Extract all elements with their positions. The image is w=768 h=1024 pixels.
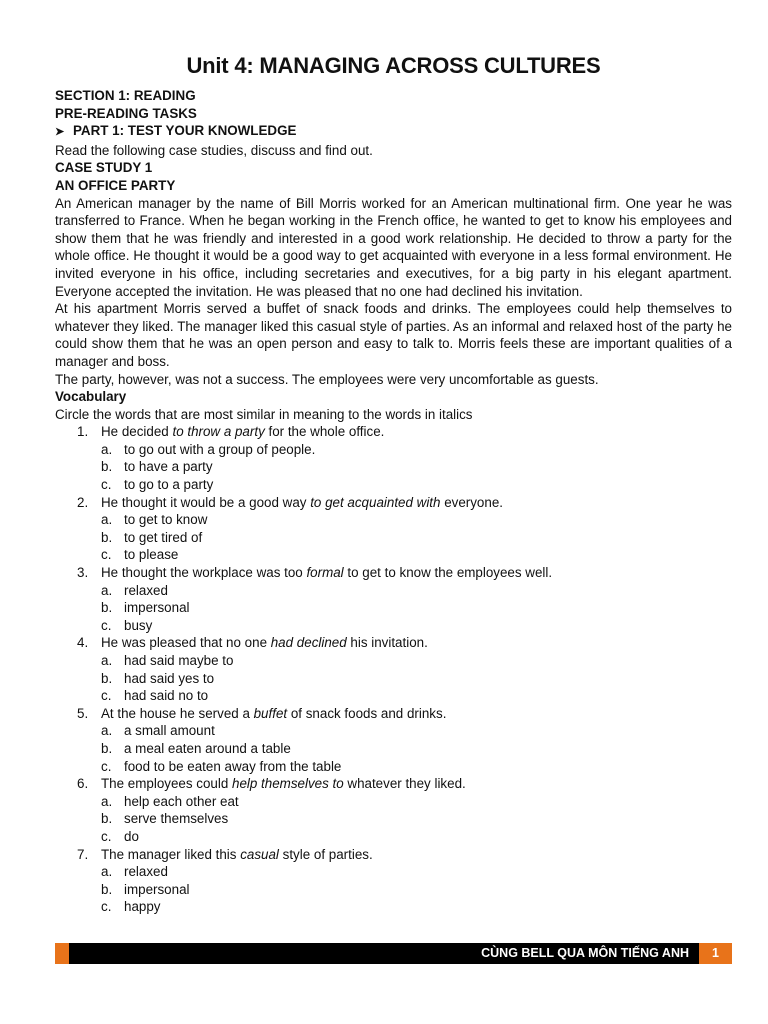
option-text: to get tired of [124, 529, 203, 545]
question-text-post: style of parties. [278, 846, 373, 862]
footer-accent-bar [55, 943, 69, 964]
answer-option[interactable] [101, 758, 732, 776]
question-text [101, 565, 552, 580]
option-letter: c. [101, 547, 112, 563]
option-letter: b. [101, 529, 113, 545]
answer-option[interactable] [101, 529, 732, 547]
question-text-post: for the whole office. [264, 424, 385, 440]
question-italic-term: help themselves to [232, 776, 344, 792]
question-number: 5. [77, 705, 89, 721]
question-text-post: to get to know the employees well. [343, 565, 553, 581]
question-text-pre: The manager liked this [101, 846, 241, 862]
answer-option[interactable] [101, 810, 732, 828]
question-text-post: whatever they liked. [343, 776, 466, 792]
question-italic-term: formal [306, 565, 344, 581]
answer-option[interactable] [101, 670, 732, 688]
question-item [55, 494, 732, 564]
question-item [55, 634, 732, 704]
option-letter: b. [101, 881, 113, 897]
question-text-pre: The employees could [101, 776, 233, 792]
arrow-bullet-icon: ➤ [55, 126, 65, 139]
answer-option[interactable] [101, 511, 732, 529]
option-list [101, 863, 732, 916]
answer-option[interactable] [101, 599, 732, 617]
page-title: Unit 4: MANAGING ACROSS CULTURES [186, 53, 601, 78]
option-list [101, 511, 732, 564]
option-text: busy [124, 617, 153, 633]
option-text: impersonal [124, 600, 190, 616]
question-number: 4. [77, 635, 89, 651]
question-text-post: his invitation. [346, 635, 428, 651]
answer-option[interactable] [101, 881, 732, 899]
answer-option[interactable] [101, 687, 732, 705]
question-text-pre: At the house he served a [101, 705, 254, 721]
option-letter: c. [101, 899, 112, 915]
answer-option[interactable] [101, 740, 732, 758]
question-list [55, 423, 732, 916]
option-text: to go out with a group of people. [124, 441, 316, 457]
option-letter: a. [101, 723, 113, 739]
question-text [101, 495, 503, 510]
paragraph: An American manager by the name of Bill Morris worked for an American multinational firm. One year he was transferred to France. When he began working in the French office, he wanted to get to know his employees and show them that he was friendly and interested in a good work relationship. He decided to throw a party for the whole office. He thought it would be a good way to get acquainted with everyone in a less formal environment. He invited everyone in his office, including secretaries and executives, for a big party in his elegant apartment. Everyone accepted the invitation. He was pleased that no one had declined his invitation. [55, 195, 732, 299]
question-number: 1. [77, 424, 89, 440]
question-text-pre: He decided [101, 424, 173, 440]
option-list [101, 582, 732, 635]
answer-option[interactable] [101, 652, 732, 670]
page-footer [55, 943, 732, 964]
option-letter: a. [101, 582, 113, 598]
option-text: had said no to [124, 688, 209, 704]
question-text [101, 635, 428, 650]
question-text-pre: He was pleased that no one [101, 635, 271, 651]
question-italic-term: casual [240, 846, 279, 862]
option-list [101, 652, 732, 705]
option-text: a small amount [124, 723, 215, 739]
option-text: to please [124, 547, 179, 563]
vocabulary-heading: Vocabulary [55, 389, 127, 405]
option-letter: b. [101, 811, 113, 827]
answer-option[interactable] [101, 476, 732, 494]
question-text [101, 424, 384, 439]
question-number: 6. [77, 776, 89, 792]
option-letter: a. [101, 441, 113, 457]
answer-option[interactable] [101, 793, 732, 811]
part-heading-label: PART 1: TEST YOUR KNOWLEDGE [73, 123, 297, 139]
question-item [55, 423, 732, 493]
question-italic-term: to get acquainted with [310, 494, 441, 510]
option-text: happy [124, 899, 161, 915]
option-letter: b. [101, 600, 113, 616]
vocabulary-instruction: Circle the words that are most similar in meaning to the words in italics [55, 406, 473, 422]
option-text: relaxed [124, 864, 168, 880]
question-text-post: everyone. [440, 494, 503, 510]
option-text: food to be eaten away from the table [124, 758, 342, 774]
option-letter: a. [101, 512, 113, 528]
question-italic-term: to throw a party [172, 424, 265, 440]
answer-option[interactable] [101, 898, 732, 916]
question-number: 7. [77, 846, 89, 862]
option-text: relaxed [124, 582, 168, 598]
answer-option[interactable] [101, 441, 732, 459]
option-text: help each other eat [124, 793, 239, 809]
question-text [101, 706, 446, 721]
answer-option[interactable] [101, 863, 732, 881]
question-text [101, 847, 373, 862]
footer-text: CÙNG BELL QUA MÔN TIẾNG ANH [481, 946, 689, 960]
answer-option[interactable] [101, 546, 732, 564]
option-letter: b. [101, 459, 113, 475]
question-item [55, 564, 732, 634]
case-study-title: AN OFFICE PARTY [55, 177, 176, 193]
option-text: to get to know [124, 512, 208, 528]
option-text: to go to a party [124, 477, 214, 493]
option-text: impersonal [124, 881, 190, 897]
option-list [101, 722, 732, 775]
option-letter: c. [101, 617, 112, 633]
option-text: serve themselves [124, 811, 229, 827]
question-number: 3. [77, 565, 89, 581]
question-text-pre: He thought the workplace was too [101, 565, 307, 581]
question-item [55, 846, 732, 916]
option-letter: c. [101, 688, 112, 704]
option-letter: b. [101, 670, 113, 686]
question-text [101, 776, 466, 791]
option-list [101, 441, 732, 494]
case-study-label: CASE STUDY 1 [55, 160, 153, 176]
option-letter: c. [101, 828, 112, 844]
option-text: a meal eaten around a table [124, 740, 291, 756]
answer-option[interactable] [101, 458, 732, 476]
option-letter: c. [101, 758, 112, 774]
option-letter: a. [101, 864, 113, 880]
document-page [55, 52, 732, 916]
question-italic-term: had declined [270, 635, 347, 651]
answer-option[interactable] [101, 722, 732, 740]
answer-option[interactable] [101, 828, 732, 846]
paragraph: The party, however, was not a success. The employees were very uncomfortable as guests. [55, 371, 599, 387]
question-italic-term: buffet [253, 705, 288, 721]
pre-reading-heading: PRE-READING TASKS [55, 105, 197, 121]
question-number: 2. [77, 494, 89, 510]
answer-option[interactable] [101, 617, 732, 635]
option-list [101, 793, 732, 846]
option-letter: c. [101, 477, 112, 493]
page-number: 1 [699, 943, 732, 964]
option-letter: b. [101, 740, 113, 756]
part-heading [55, 122, 732, 142]
section-heading: SECTION 1: READING [55, 88, 196, 103]
paragraph: At his apartment Morris served a buffet of snack foods and drinks. The employees could help themselves to whatever they liked. The manager liked this casual style of parties. As an informal and relaxed host of the party he could show them that he was an open person and easy to talk to. Morris feels these are important qualities of a manager and boss. [55, 301, 732, 369]
option-text: had said maybe to [124, 653, 234, 668]
question-text-pre: He thought it would be a good way [101, 494, 311, 510]
question-item [55, 775, 732, 845]
option-letter: a. [101, 653, 113, 668]
option-text: had said yes to [124, 670, 215, 686]
option-letter: a. [101, 793, 113, 809]
question-text-post: of snack foods and drinks. [287, 705, 447, 721]
option-text: to have a party [124, 459, 213, 475]
answer-option[interactable] [101, 582, 732, 600]
instruction-text: Read the following case studies, discuss and find out. [55, 142, 373, 158]
option-text: do [124, 828, 139, 844]
question-item [55, 705, 732, 775]
